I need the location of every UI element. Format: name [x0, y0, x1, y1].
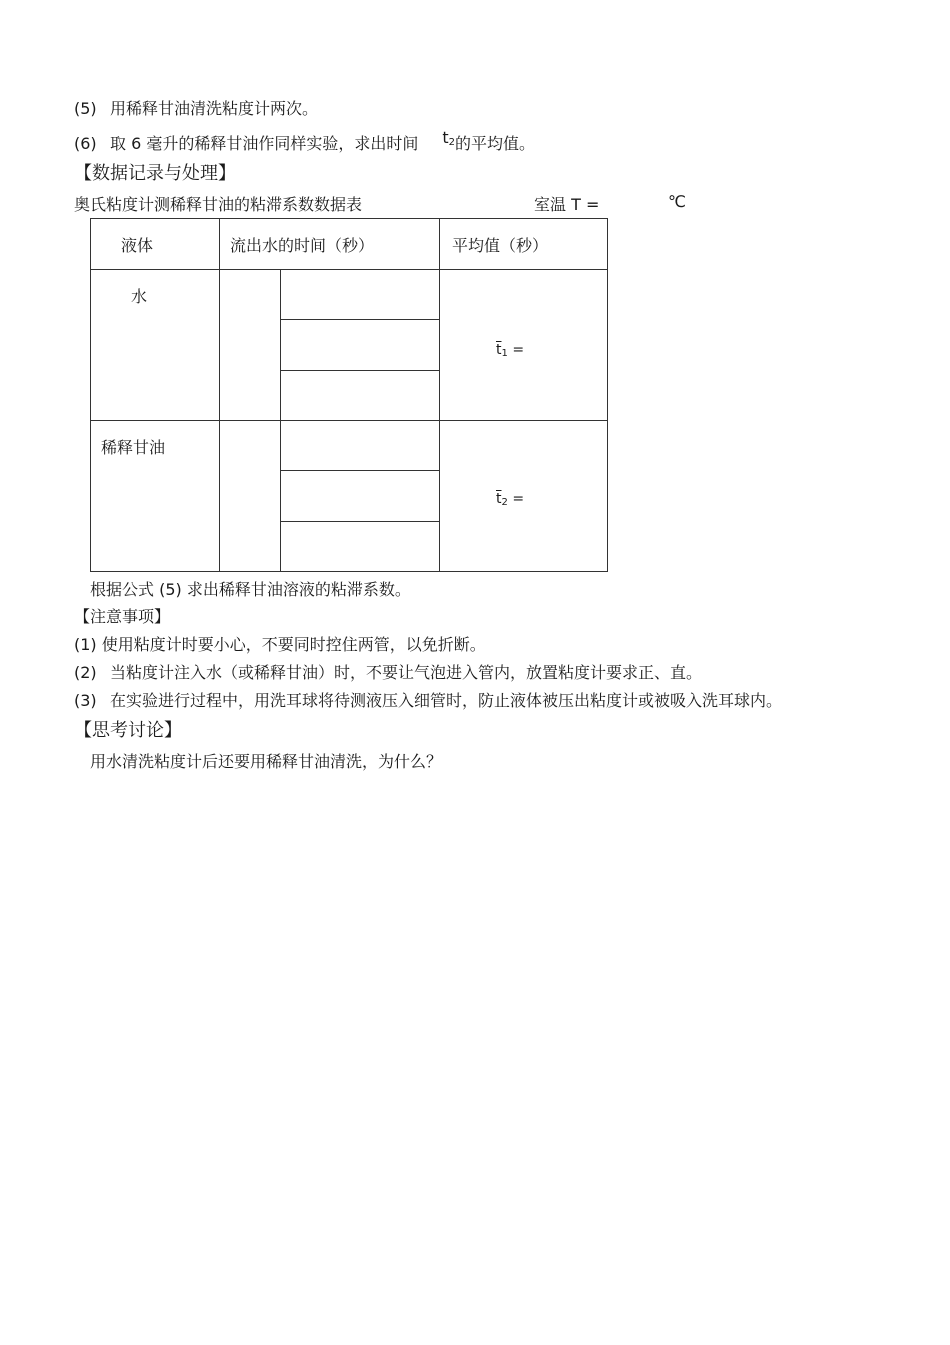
time-cell[interactable]: [281, 471, 440, 522]
table-title: 奥氏粘度计测稀释甘油的粘滞系数数据表: [74, 195, 363, 214]
average-cell[interactable]: [440, 270, 608, 421]
note-number: (2): [74, 663, 97, 682]
formula-note: 根据公式 (5) 求出稀释甘油溶液的粘滞系数。: [90, 580, 411, 599]
section-notes-header: 【注意事项】: [74, 607, 171, 626]
header-liquid: 液体: [91, 219, 220, 270]
avg-t2: $\overline{t}2$ =: [496, 491, 525, 508]
time-cell[interactable]: [281, 371, 440, 421]
avg-t1: $\overline{t}1$ =: [496, 342, 525, 359]
time-cell[interactable]: [281, 522, 440, 572]
step-text: 取 6 毫升的稀释甘油作同样实验，求出时间: [110, 134, 419, 153]
step-text-after: 的平均值。: [455, 134, 536, 153]
step-6: [74, 128, 536, 154]
table-row: [91, 270, 608, 320]
average-cell[interactable]: [440, 421, 608, 572]
time-cell[interactable]: [281, 421, 440, 471]
note-3: [74, 688, 782, 711]
liquid-cell: 水: [91, 270, 220, 421]
note-text: 使用粘度计时要小心，不要同时控住两管，以免折断。: [101, 635, 486, 654]
data-table: [90, 218, 608, 572]
note-text: 当粘度计注入水（或稀释甘油）时，不要让气泡进入管内，放置粘度计要求正、直。: [110, 663, 703, 682]
time-cell[interactable]: [281, 270, 440, 320]
note-number: (3): [74, 691, 97, 710]
discussion-question: 用水清洗粘度计后还要用稀释甘油清洗，为什么？: [90, 752, 443, 771]
section-discussion-header: 【思考讨论】: [74, 720, 182, 741]
step-number: (6): [74, 134, 97, 153]
time-cell[interactable]: [281, 320, 440, 371]
time-cell-left[interactable]: [220, 421, 281, 572]
t2-symbol: t2: [442, 128, 456, 148]
table-row: [91, 421, 608, 471]
liquid-cell: 稀释甘油: [91, 421, 220, 572]
header-average: 平均值（秒）: [440, 219, 608, 270]
section-data-header: 【数据记录与处理】: [74, 163, 236, 184]
note-number: (1): [74, 635, 97, 654]
note-2: [74, 660, 702, 683]
time-cell-left[interactable]: [220, 270, 281, 421]
note-1: [74, 632, 486, 655]
header-time: 流出水的时间（秒）: [220, 219, 440, 270]
note-text: 在实验进行过程中，用洗耳球将待测液压入细管时，防止液体被压出粘度计或被吸入洗耳球内。: [110, 691, 783, 710]
room-temp-label: 室温 T =: [534, 195, 600, 214]
room-temp-unit: ℃: [668, 192, 686, 211]
table-header-row: [91, 219, 608, 270]
step-text: 用稀释甘油清洗粘度计两次。: [110, 99, 319, 118]
step-number: (5): [74, 99, 97, 118]
step-5: [74, 96, 318, 119]
